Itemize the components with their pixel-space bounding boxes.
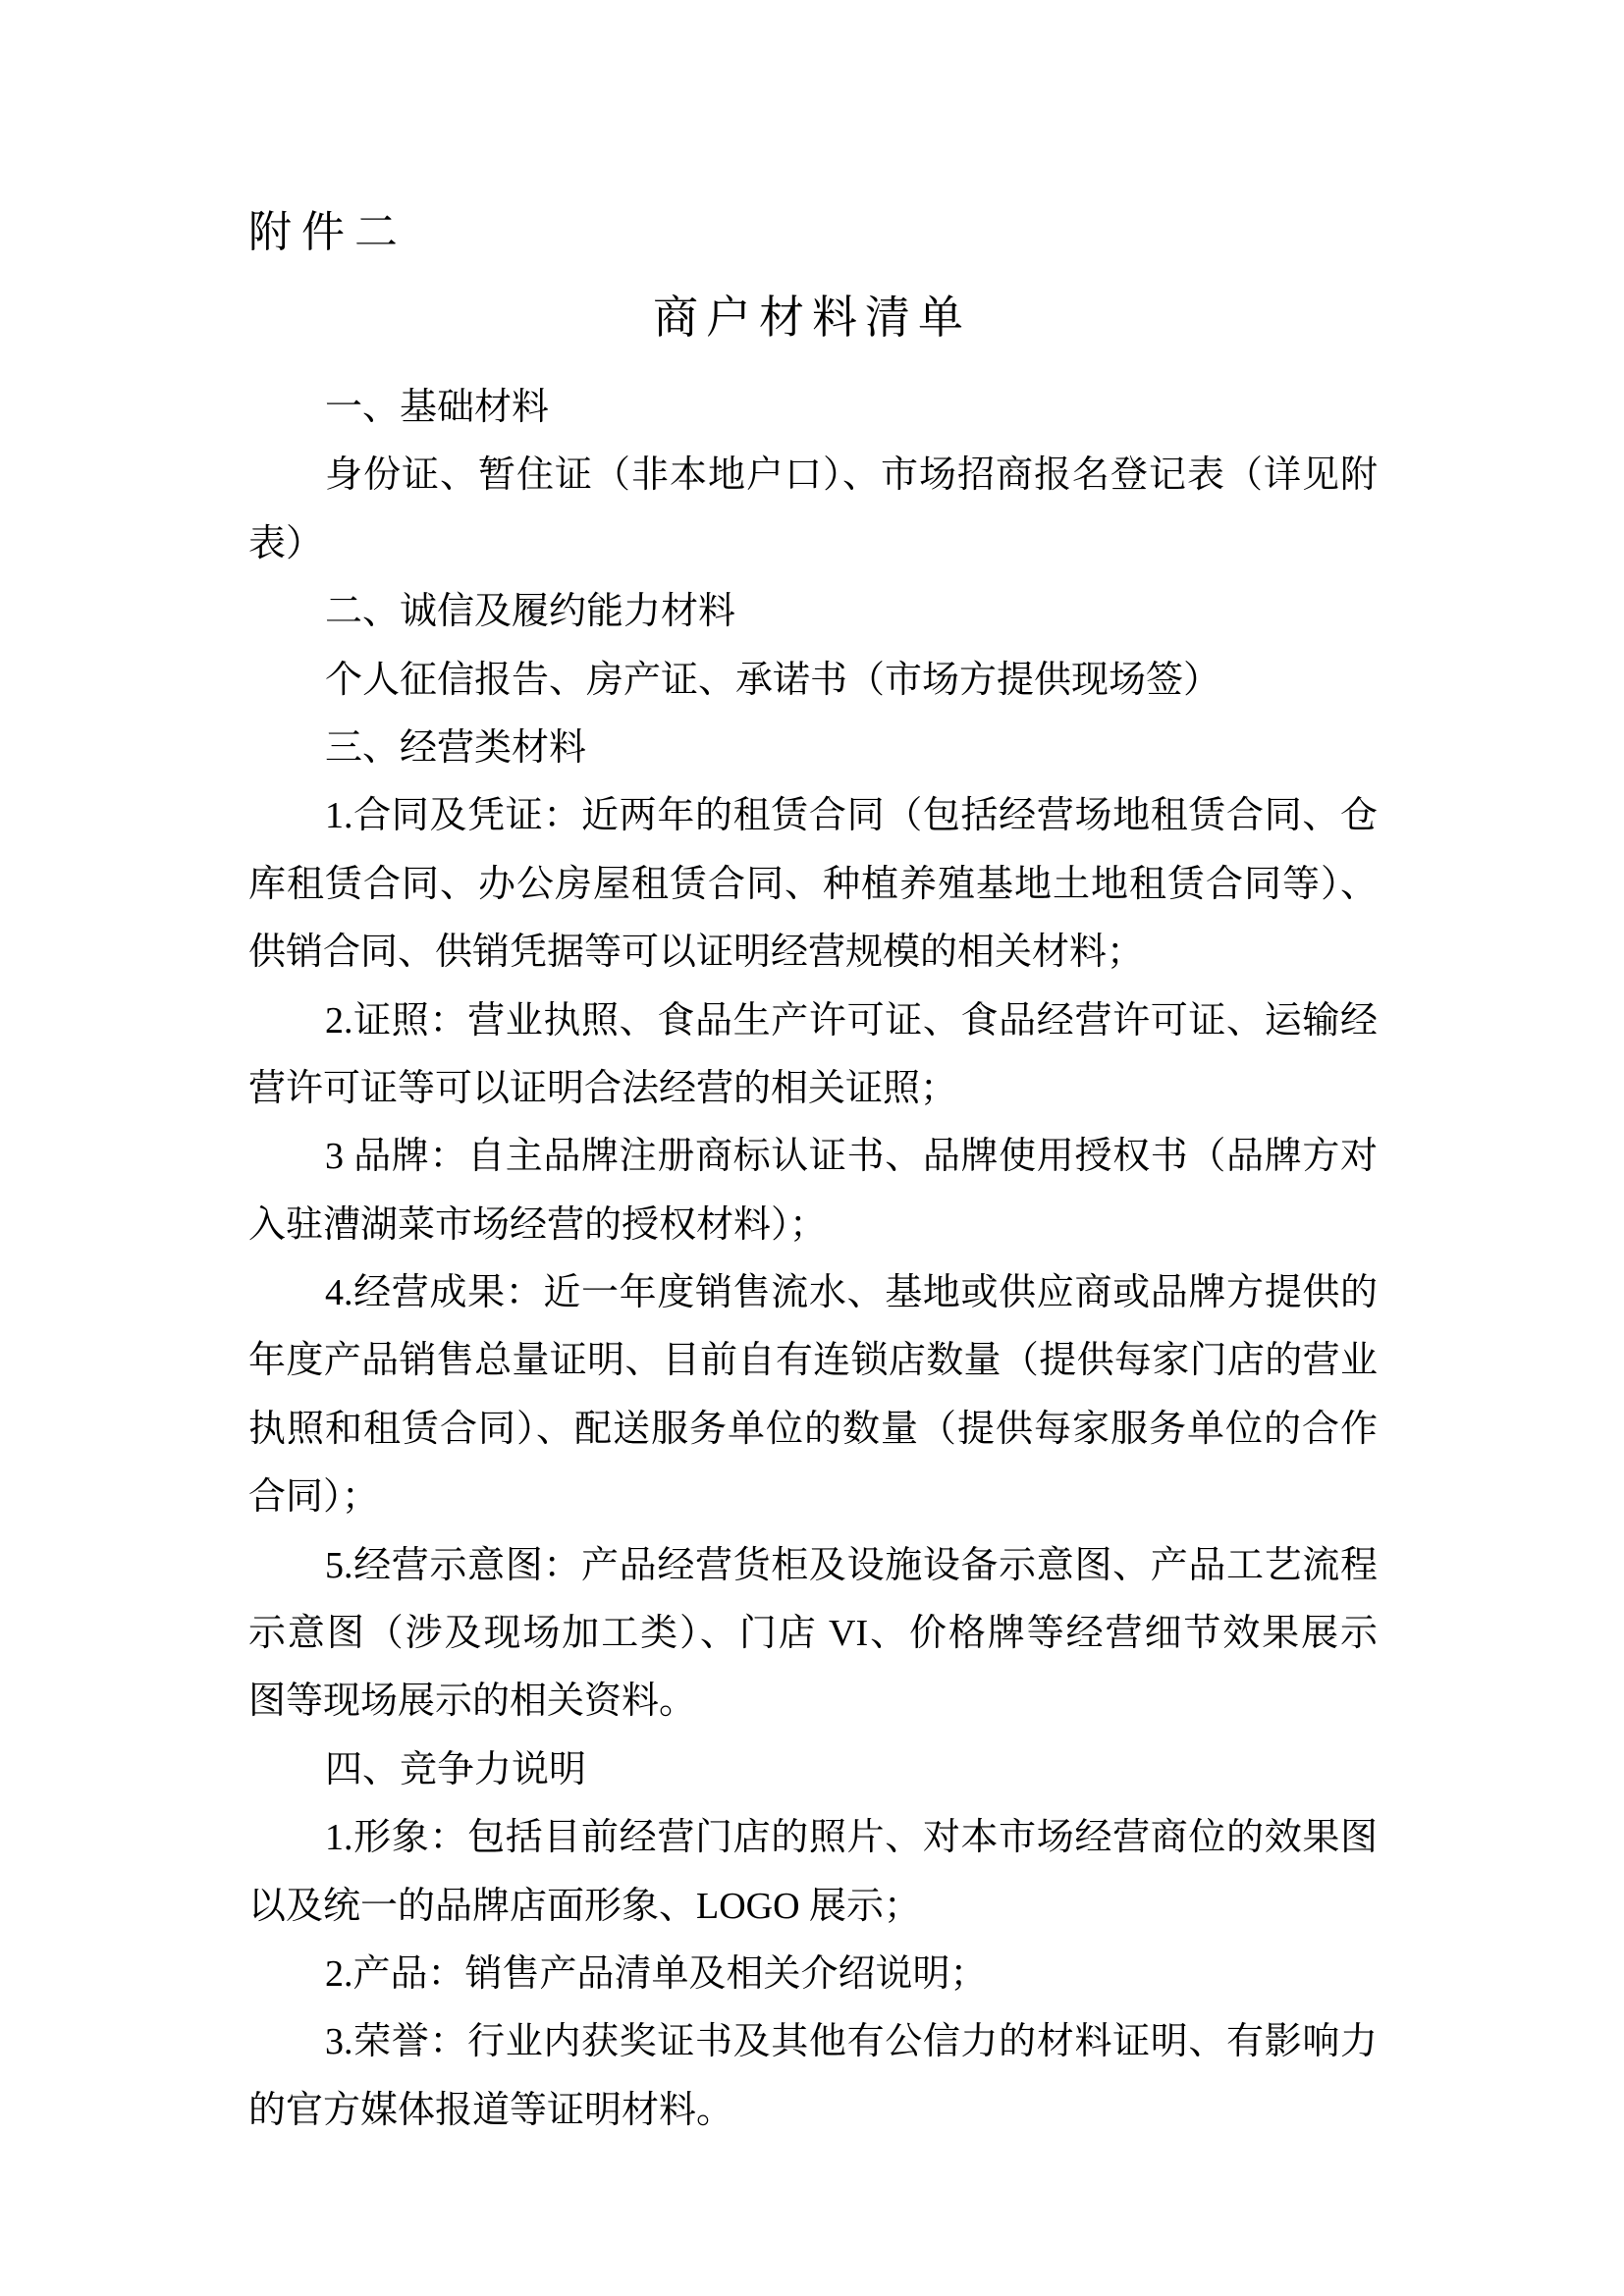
page-title: 商户材料清单 — [653, 293, 971, 343]
text-line: 入驻漕湖菜市场经营的授权材料）； — [248, 1203, 828, 1246]
text-line: 示意图（涉及现场加工类）、门店 VI、价格牌等经营细节效果展示 — [248, 1613, 1378, 1655]
text-line: 2.证照：营业执照、食品生产许可证、食品经营许可证、运输经 — [325, 999, 1378, 1041]
text-line: 表） — [248, 522, 324, 564]
text-line: 的官方媒体报道等证明材料。 — [248, 2089, 734, 2131]
text-line: 4.经营成果：近一年度销售流水、基地或供应商或品牌方提供的 — [325, 1272, 1378, 1314]
text-line: 以及统一的品牌店面形象、LOGO 展示； — [248, 1885, 922, 1927]
text-line: 一、基础材料 — [325, 387, 550, 428]
text-line: 1.形象：包括目前经营门店的照片、对本市场经营商位的效果图 — [325, 1817, 1378, 1859]
text-line: 营许可证等可以证明合法经营的相关证照； — [248, 1067, 958, 1109]
text-line: 四、竞争力说明 — [325, 1748, 587, 1790]
text-line: 1.合同及凭证：近两年的租赁合同（包括经营场地租赁合同、仓 — [325, 795, 1378, 837]
text-line: 2.产品：销售产品清单及相关介绍说明； — [325, 1952, 988, 1995]
text-line: 3.荣誉：行业内获奖证书及其他有公信力的材料证明、有影响力 — [325, 2021, 1378, 2063]
text-line: 合同）； — [248, 1476, 380, 1519]
text-line: 3 品牌：自主品牌注册商标认证书、品牌使用授权书（品牌方对 — [325, 1136, 1378, 1178]
text-line: 二、诚信及履约能力材料 — [325, 591, 736, 633]
text-line: 个人征信报告、房产证、承诺书（市场方提供现场签） — [325, 659, 1221, 701]
text-line: 5.经营示意图：产品经营货柜及设施设备示意图、产品工艺流程 — [325, 1544, 1378, 1586]
text-line: 三、经营类材料 — [325, 726, 587, 769]
text-line: 年度产品销售总量证明、目前自有连锁店数量（提供每家门店的营业 — [248, 1340, 1378, 1382]
text-line: 图等现场展示的相关资料。 — [248, 1681, 697, 1723]
text-line: 库租赁合同、办公房屋租赁合同、种植养殖基地土地租赁合同等）、 — [248, 863, 1378, 905]
text-line: 身份证、暂住证（非本地户口）、市场招商报名登记表（详见附 — [325, 454, 1378, 497]
document-body — [248, 374, 1378, 2145]
text-line: 执照和租赁合同）、配送服务单位的数量（提供每家服务单位的合作 — [248, 1408, 1378, 1450]
text-line: 供销合同、供销凭据等可以证明经营规模的相关材料； — [248, 932, 1145, 974]
attachment-label: 附件二 — [248, 208, 407, 256]
